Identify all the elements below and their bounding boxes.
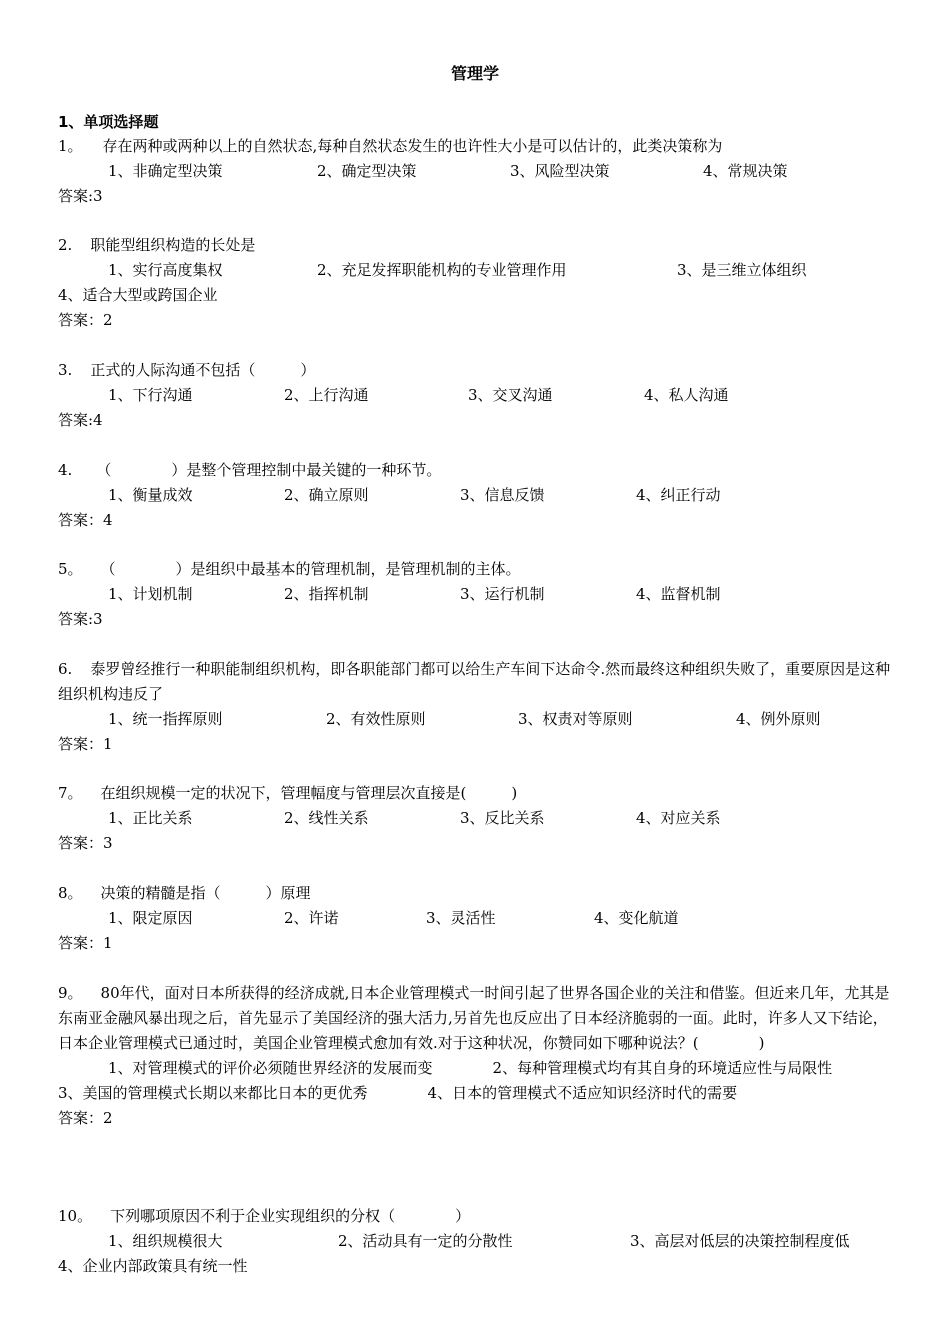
option-3: 3、灵活性 bbox=[426, 909, 496, 927]
options-row-wrap bbox=[58, 283, 898, 308]
option-1: 1、非确定型决策 bbox=[108, 162, 223, 180]
question-text: 在组织规模一定的状况下，管理幅度与管理层次直接是( ) bbox=[100, 784, 518, 802]
question-number: 6. bbox=[58, 660, 73, 678]
question-stem bbox=[58, 981, 898, 1056]
question-text: 决策的精髓是指（ ）原理 bbox=[100, 884, 311, 902]
question-7 bbox=[58, 781, 898, 856]
question-text: （ ）是整个管理控制中最关键的一种环节。 bbox=[96, 461, 442, 479]
question-text: 存在两种或两种以上的自然状态,每种自然状态发生的也许性大小是可以估计的，此类决策称为 bbox=[102, 137, 723, 155]
question-5 bbox=[58, 557, 898, 632]
question-number: 5。 bbox=[58, 560, 83, 578]
answer-text: 答案：3 bbox=[58, 834, 113, 852]
option-3: 3、风险型决策 bbox=[510, 162, 610, 180]
question-stem bbox=[58, 657, 898, 707]
answer-text: 答案:3 bbox=[58, 187, 103, 205]
option-3: 3、权责对等原则 bbox=[518, 710, 633, 728]
question-number: 7。 bbox=[58, 784, 83, 802]
option-1: 1、下行沟通 bbox=[108, 386, 193, 404]
question-4 bbox=[58, 458, 898, 533]
option-2: 2、活动具有一定的分散性 bbox=[338, 1232, 513, 1250]
option-4: 4、私人沟通 bbox=[644, 386, 729, 404]
option-3: 3、反比关系 bbox=[460, 809, 545, 827]
option-2: 2、确定型决策 bbox=[317, 162, 417, 180]
option-1: 1、限定原因 bbox=[108, 909, 193, 927]
answer-text: 答案：1 bbox=[58, 934, 113, 952]
question-number: 9。 bbox=[58, 984, 83, 1002]
question-number: 10。 bbox=[58, 1207, 93, 1225]
question-1 bbox=[58, 134, 898, 209]
option-3: 3、高层对低层的决策控制程度低 bbox=[630, 1232, 850, 1250]
option-2: 2、上行沟通 bbox=[284, 386, 369, 404]
question-2 bbox=[58, 233, 898, 333]
option-4: 4、变化航道 bbox=[594, 909, 679, 927]
answer-text: 答案：4 bbox=[58, 511, 113, 529]
question-8 bbox=[58, 881, 898, 956]
question-text: （ ）是组织中最基本的管理机制，是管理机制的主体。 bbox=[100, 560, 521, 578]
option-1: 1、衡量成效 bbox=[108, 486, 193, 504]
question-stem bbox=[58, 358, 898, 383]
options-row bbox=[58, 806, 898, 831]
options-row bbox=[58, 258, 898, 283]
option-2: 2、线性关系 bbox=[284, 809, 369, 827]
options-row bbox=[58, 159, 898, 184]
question-stem bbox=[58, 781, 898, 806]
options-row bbox=[58, 383, 898, 408]
option-2: 2、每种管理模式均有其自身的环境适应性与局限性 bbox=[492, 1059, 833, 1077]
option-2: 2、有效性原则 bbox=[326, 710, 426, 728]
options-block bbox=[58, 1056, 898, 1106]
option-3: 3、是三维立体组织 bbox=[677, 261, 807, 279]
question-text: 下列哪项原因不利于企业实现组织的分权（ ） bbox=[110, 1207, 471, 1225]
option-1: 1、组织规模很大 bbox=[108, 1232, 223, 1250]
option-1: 1、实行高度集权 bbox=[108, 261, 223, 279]
question-6 bbox=[58, 657, 898, 757]
question-9 bbox=[58, 981, 898, 1131]
question-stem bbox=[58, 881, 898, 906]
section-heading: 1、单项选择题 bbox=[58, 113, 159, 131]
question-number: 4. bbox=[58, 461, 73, 479]
option-4: 4、企业内部政策具有统一性 bbox=[58, 1257, 248, 1275]
option-1: 1、计划机制 bbox=[108, 585, 193, 603]
option-3: 3、运行机制 bbox=[460, 585, 545, 603]
option-3: 3、美国的管理模式长期以来都比日本的更优秀 bbox=[58, 1084, 368, 1102]
option-3: 3、交叉沟通 bbox=[468, 386, 553, 404]
option-4: 4、适合大型或跨国企业 bbox=[58, 286, 218, 304]
question-text: 泰罗曾经推行一种职能制组织机构，即各职能部门都可以给生产车间下达命令.然而最终这种组织失败了，重要原因是这种组织机构违反了 bbox=[58, 660, 891, 703]
question-stem bbox=[58, 1204, 898, 1229]
question-text: 80年代，面对日本所获得的经济成就,日本企业管理模式一时间引起了世界各国企业的关注和借鉴。但近来几年，尤其是东南亚金融风暴出现之后，首先显示了美国经济的强大活力,另首先也反应出了日本经济脆弱的一面。此时，许多人又下结论，日本企业管理模式已通过时，美国企业管理模式愈加有效.对于这种状况，你赞同如下哪种说法？( ) bbox=[58, 984, 890, 1052]
option-3: 3、信息反馈 bbox=[460, 486, 545, 504]
option-4: 4、常规决策 bbox=[703, 162, 788, 180]
options-row bbox=[58, 483, 898, 508]
question-stem bbox=[58, 557, 898, 582]
option-2: 2、充足发挥职能机构的专业管理作用 bbox=[317, 261, 567, 279]
page-title: 管理学 bbox=[450, 64, 499, 83]
question-number: 3. bbox=[58, 361, 73, 379]
options-row-wrap bbox=[58, 1254, 898, 1279]
option-1: 1、对管理模式的评价必须随世界经济的发展而变 bbox=[108, 1059, 433, 1077]
answer-text: 答案：2 bbox=[58, 1109, 113, 1127]
option-2: 2、许诺 bbox=[284, 909, 339, 927]
option-4: 4、日本的管理模式不适应知识经济时代的需要 bbox=[427, 1084, 738, 1102]
question-number: 2. bbox=[58, 236, 73, 254]
question-text: 正式的人际沟通不包括（ ） bbox=[90, 361, 316, 379]
answer-text: 答案:4 bbox=[58, 411, 103, 429]
question-10 bbox=[58, 1204, 898, 1279]
option-1: 1、统一指挥原则 bbox=[108, 710, 223, 728]
question-stem bbox=[58, 233, 898, 258]
options-row bbox=[58, 707, 898, 732]
question-stem bbox=[58, 134, 898, 159]
answer-text: 答案：1 bbox=[58, 735, 113, 753]
option-2: 2、确立原则 bbox=[284, 486, 369, 504]
option-2: 2、指挥机制 bbox=[284, 585, 369, 603]
option-4: 4、对应关系 bbox=[636, 809, 721, 827]
question-number: 8。 bbox=[58, 884, 83, 902]
option-4: 4、纠正行动 bbox=[636, 486, 721, 504]
question-number: 1。 bbox=[58, 137, 83, 155]
option-1: 1、正比关系 bbox=[108, 809, 193, 827]
question-stem bbox=[58, 458, 898, 483]
options-row bbox=[58, 1229, 898, 1254]
question-3 bbox=[58, 358, 898, 433]
option-4: 4、例外原则 bbox=[736, 710, 821, 728]
options-row bbox=[58, 582, 898, 607]
options-row bbox=[58, 906, 898, 931]
answer-text: 答案:3 bbox=[58, 610, 103, 628]
answer-text: 答案：2 bbox=[58, 311, 113, 329]
option-4: 4、监督机制 bbox=[636, 585, 721, 603]
question-text: 职能型组织构造的长处是 bbox=[90, 236, 256, 254]
